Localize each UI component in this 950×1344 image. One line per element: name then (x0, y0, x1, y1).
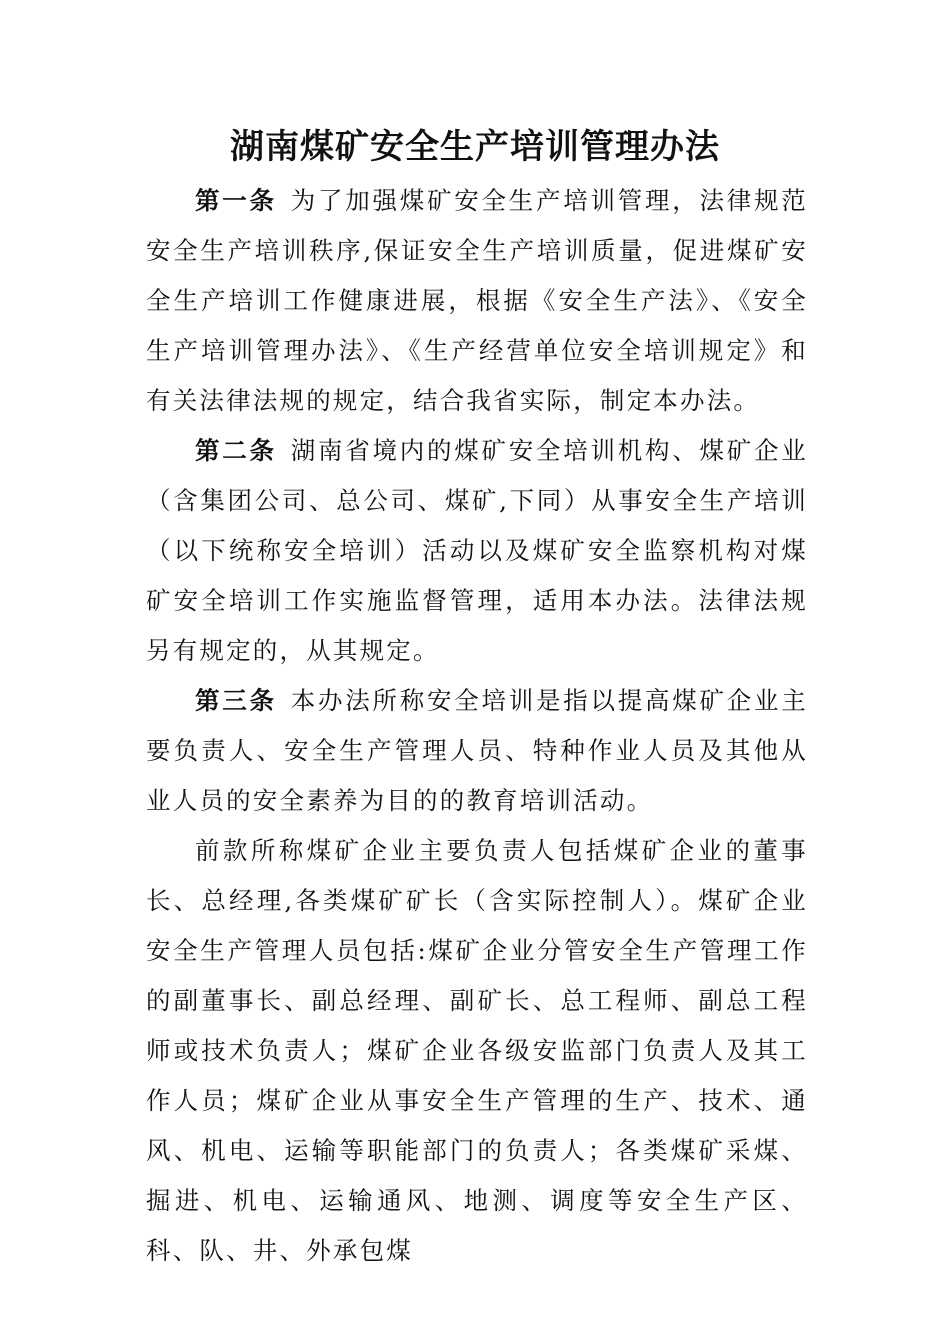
article-3-label: 第三条 (195, 686, 277, 715)
article-3-continuation-text: 前款所称煤矿企业主要负责人包括煤矿企业的董事长、总经理,各类煤矿矿长（含实际控制人）。煤矿企业安全生产管理人员包括:煤矿企业分管安全生产管理工作的副董事长、副总经理、副矿长、总工程师、副总工程师或技术负责人；煤矿企业各级安监部门负责人及其工作人员；煤矿企业从事安全生产管理的生产、技术、通风、机电、运输等职能部门的负责人；各类煤矿采煤、掘进、机电、运输通风、地测、调度等安全生产区、科、队、井、外承包煤 (146, 836, 808, 1265)
article-2-text: 湖南省境内的煤矿安全培训机构、煤矿企业（含集团公司、总公司、煤矿,下同）从事安全生产培训（以下统称安全培训）活动以及煤矿安全监察机构对煤矿安全培训工作实施监督管理，适用本办法。法律法规另有规定的，从其规定。 (146, 436, 808, 665)
article-2-label: 第二条 (195, 436, 277, 465)
article-1-text: 为了加强煤矿安全生产培训管理，法律规范安全生产培训秩序,保证安全生产培训质量，促进煤矿安全生产培训工作健康进展，根据《安全生产法》、《安全生产培训管理办法》、《生产经营单位安全培训规定》和有关法律法规的规定，结合我省实际，制定本办法。 (146, 186, 808, 415)
article-1-paragraph (146, 176, 808, 426)
article-2-paragraph (146, 426, 808, 676)
article-3-paragraph (146, 676, 808, 826)
document-body (146, 176, 808, 1276)
document-title: 湖南煤矿安全生产培训管理办法 (230, 127, 720, 167)
article-3-text: 本办法所称安全培训是指以提高煤矿企业主要负责人、安全生产管理人员、特种作业人员及其他从业人员的安全素养为目的的教育培训活动。 (146, 686, 808, 815)
article-3-continuation-paragraph (146, 826, 808, 1276)
article-1-label: 第一条 (195, 186, 277, 215)
